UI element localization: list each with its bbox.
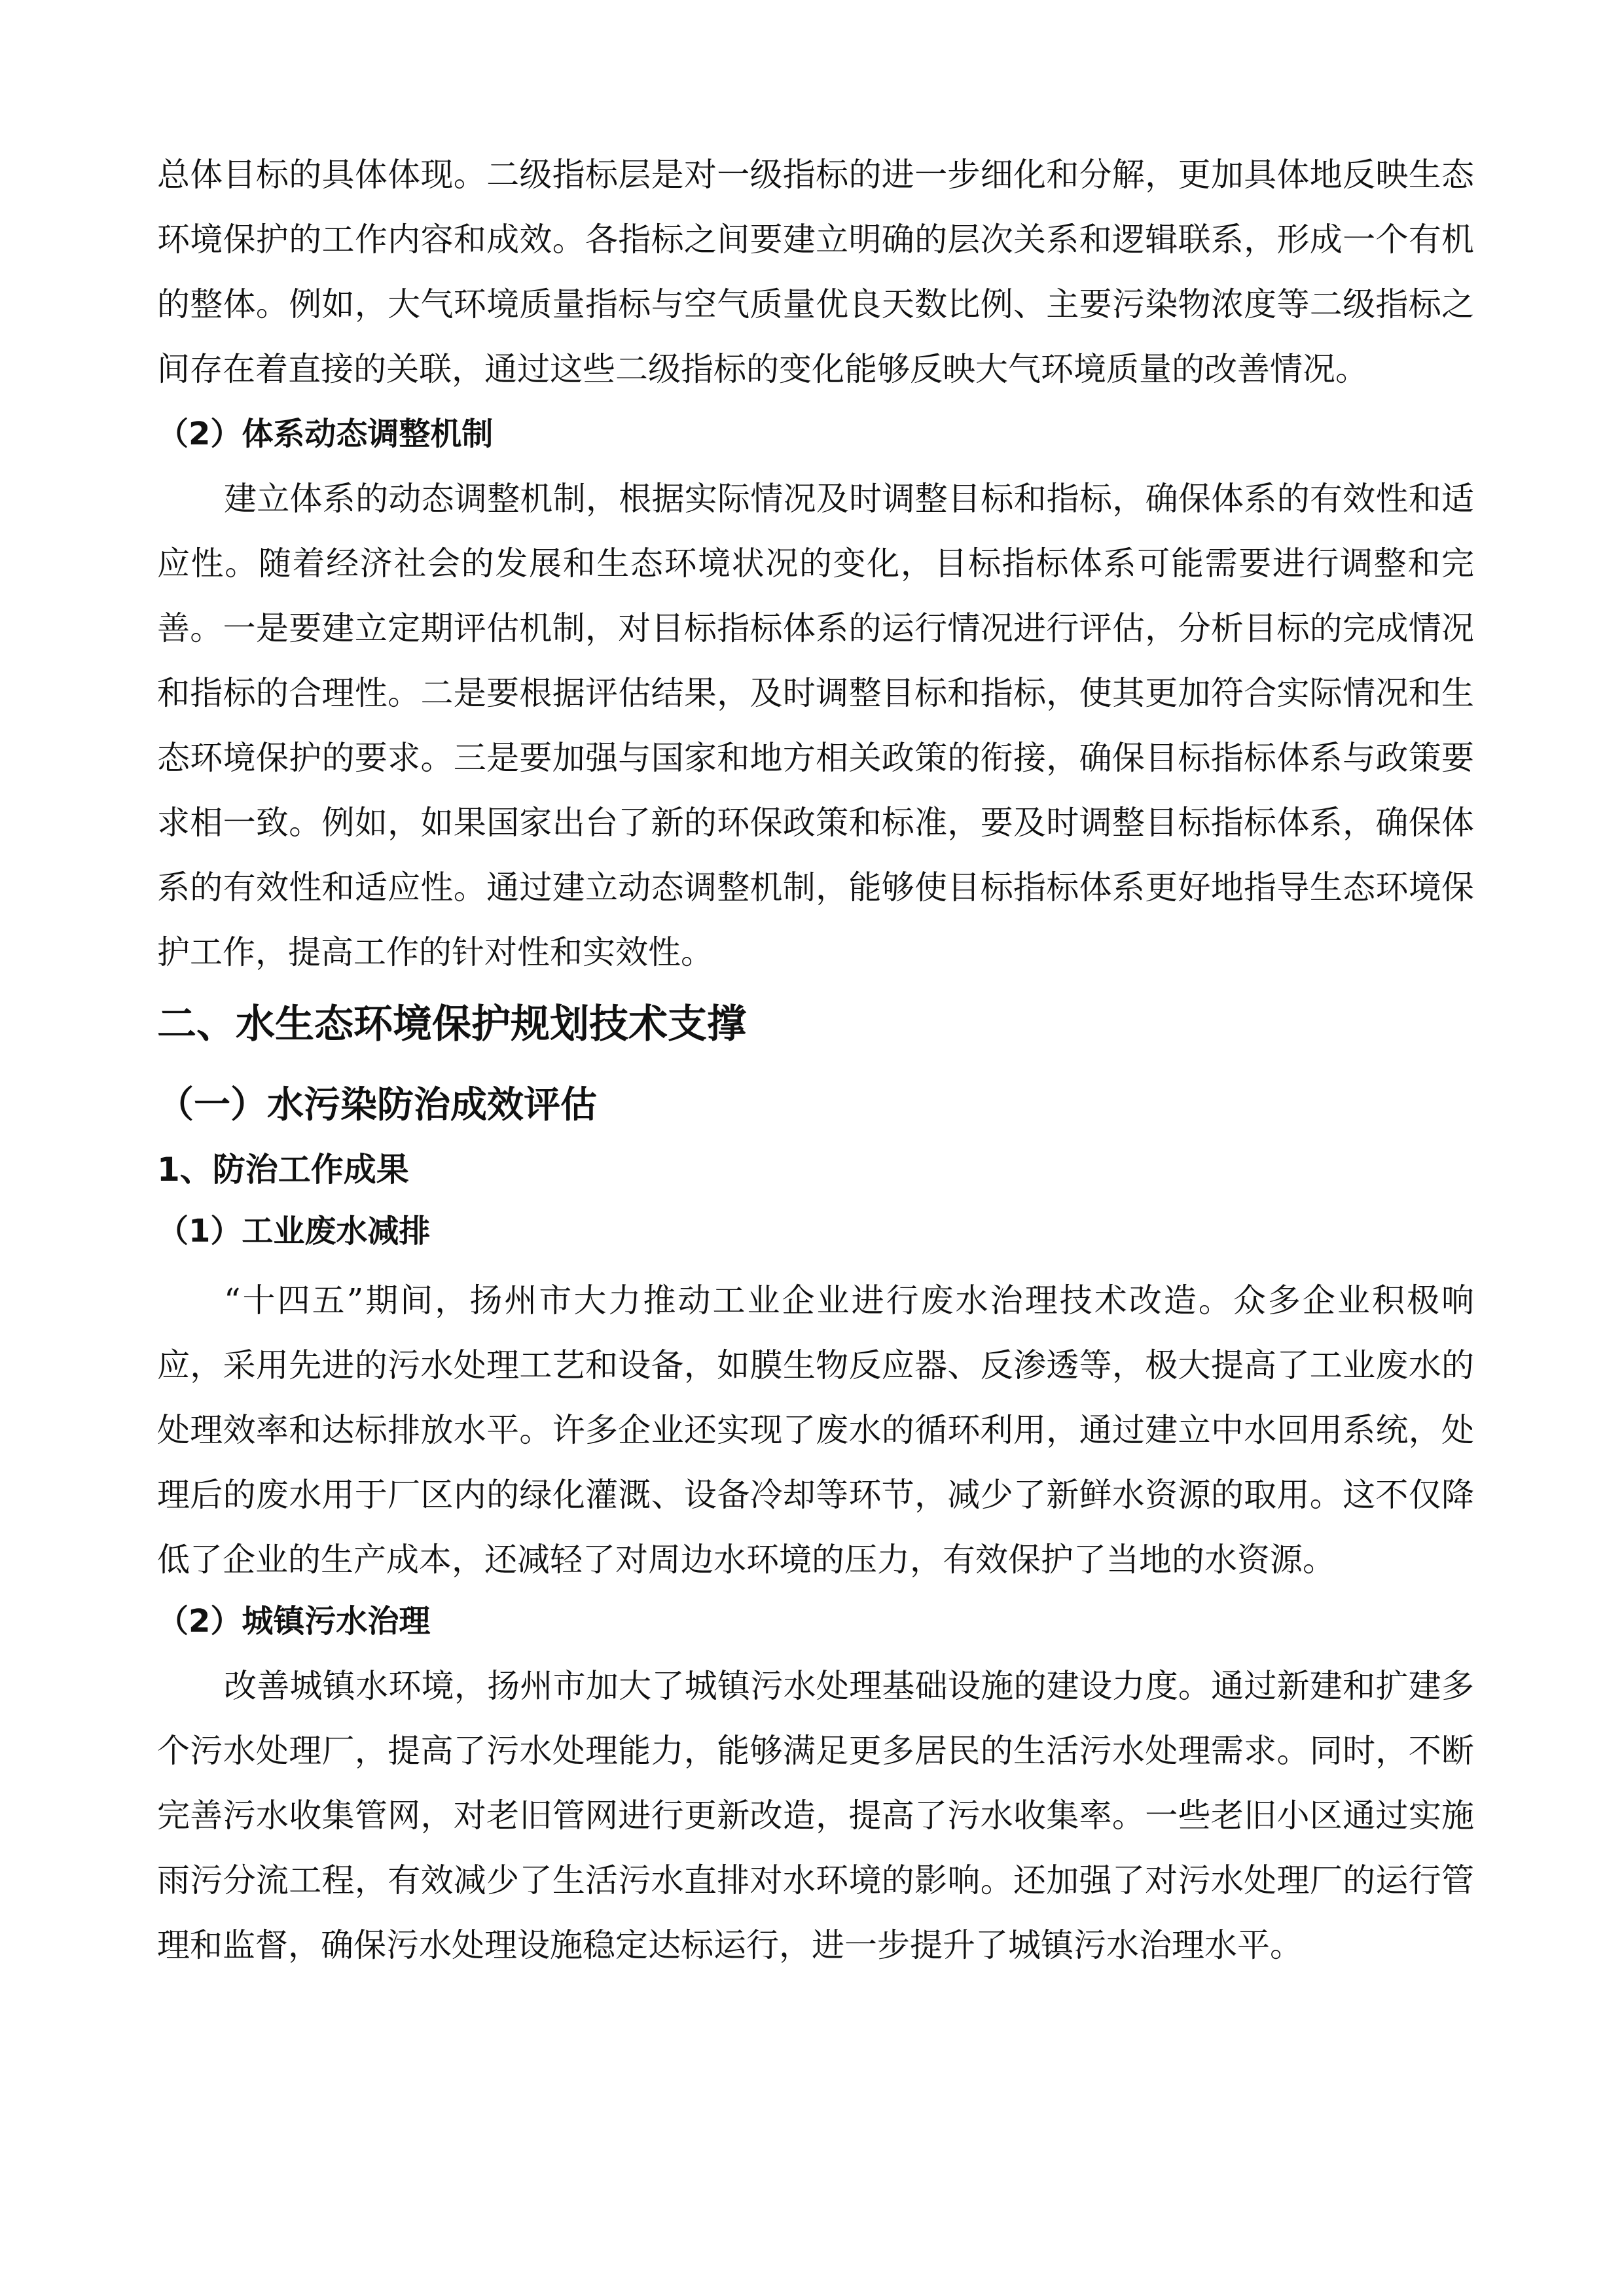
text-line: 改善城镇水环境，扬州市加大了城镇污水处理基础设施的建设力度。通过新建和扩建多 — [224, 1667, 1474, 1705]
text-line: 系的有效性和适应性。通过建立动态调整机制，能够使目标指标体系更好地指导生态环境保 — [157, 869, 1474, 906]
text-line: 总体目标的具体体现。二级指标层是对一级指标的进一步细化和分解，更加具体地反映生态 — [157, 156, 1474, 194]
heading-dynamic-adjustment: （2）体系动态调整机制 — [157, 416, 494, 452]
text-line: 护工作，提高工作的针对性和实效性。 — [157, 933, 713, 971]
text-line: 环境保护的工作内容和成效。各指标之间要建立明确的层次关系和逻辑联系，形成一个有机 — [157, 221, 1474, 259]
text-line: 低了企业的生产成本，还减轻了对周边水环境的压力，有效保护了当地的水资源。 — [157, 1541, 1335, 1579]
text-line: 建立体系的动态调整机制，根据实际情况及时调整目标和指标，确保体系的有效性和适 — [224, 480, 1474, 518]
text-line: “十四五”期间，扬州市大力推动工业企业进行废水治理技术改造。众多企业积极响 — [224, 1282, 1474, 1319]
text-line: 应性。随着经济社会的发展和生态环境状况的变化，目标指标体系可能需要进行调整和完 — [157, 545, 1474, 583]
subsection-heading-pollution-assessment: （一）水污染防治成效评估 — [157, 1084, 597, 1126]
text-line: 善。一是要建立定期评估机制，对目标指标体系的运行情况进行评估，分析目标的完成情况 — [157, 609, 1474, 647]
paragraph-urban-sewage — [157, 1654, 1474, 1978]
text-line: 应，采用先进的污水处理工艺和设备，如膜生物反应器、反渗透等，极大提高了工业废水的 — [157, 1346, 1474, 1384]
heading-industrial-wastewater: （1）工业废水减排 — [157, 1213, 431, 1249]
text-line: 态环境保护的要求。三是要加强与国家和地方相关政策的衔接，确保目标指标体系与政策要 — [157, 739, 1474, 777]
text-line: 处理效率和达标排放水平。许多企业还实现了废水的循环利用，通过建立中水回用系统，处 — [157, 1411, 1474, 1449]
text-line: 求相一致。例如，如果国家出台了新的环保政策和标准，要及时调整目标指标体系，确保体 — [157, 804, 1474, 842]
text-line: 的整体。例如，大气环境质量指标与空气质量优良天数比例、主要污染物浓度等二级指标之 — [157, 285, 1474, 323]
text-line: 雨污分流工程，有效减少了生活污水直排对水环境的影响。还加强了对污水处理厂的运行管 — [157, 1861, 1474, 1899]
section-heading-water-ecology: 二、水生态环境保护规划技术支撑 — [157, 1001, 746, 1047]
text-line: 间存在着直接的关联，通过这些二级指标的变化能够反映大气环境质量的改善情况。 — [157, 350, 1368, 388]
text-line: 理后的废水用于厂区内的绿化灌溉、设备冷却等环节，减少了新鲜水资源的取用。这不仅降 — [157, 1476, 1474, 1514]
text-line: 理和监督，确保污水处理设施稳定达标运行，进一步提升了城镇污水治理水平。 — [157, 1926, 1303, 1964]
paragraph-dynamic-adjustment — [157, 467, 1474, 985]
heading-urban-sewage: （2）城镇污水治理 — [157, 1603, 431, 1640]
paragraph-indicator-hierarchy — [157, 143, 1474, 402]
text-line: 和指标的合理性。二是要根据评估结果，及时调整目标和指标，使其更加符合实际情况和生 — [157, 674, 1474, 712]
heading-prevention-results: 1、防治工作成果 — [157, 1151, 409, 1189]
text-line: 个污水处理厂，提高了污水处理能力，能够满足更多居民的生活污水处理需求。同时，不断 — [157, 1732, 1474, 1770]
paragraph-industrial-wastewater — [157, 1268, 1474, 1592]
text-line: 完善污水收集管网，对老旧管网进行更新改造，提高了污水收集率。一些老旧小区通过实施 — [157, 1797, 1474, 1835]
document-page — [157, 143, 1474, 1978]
